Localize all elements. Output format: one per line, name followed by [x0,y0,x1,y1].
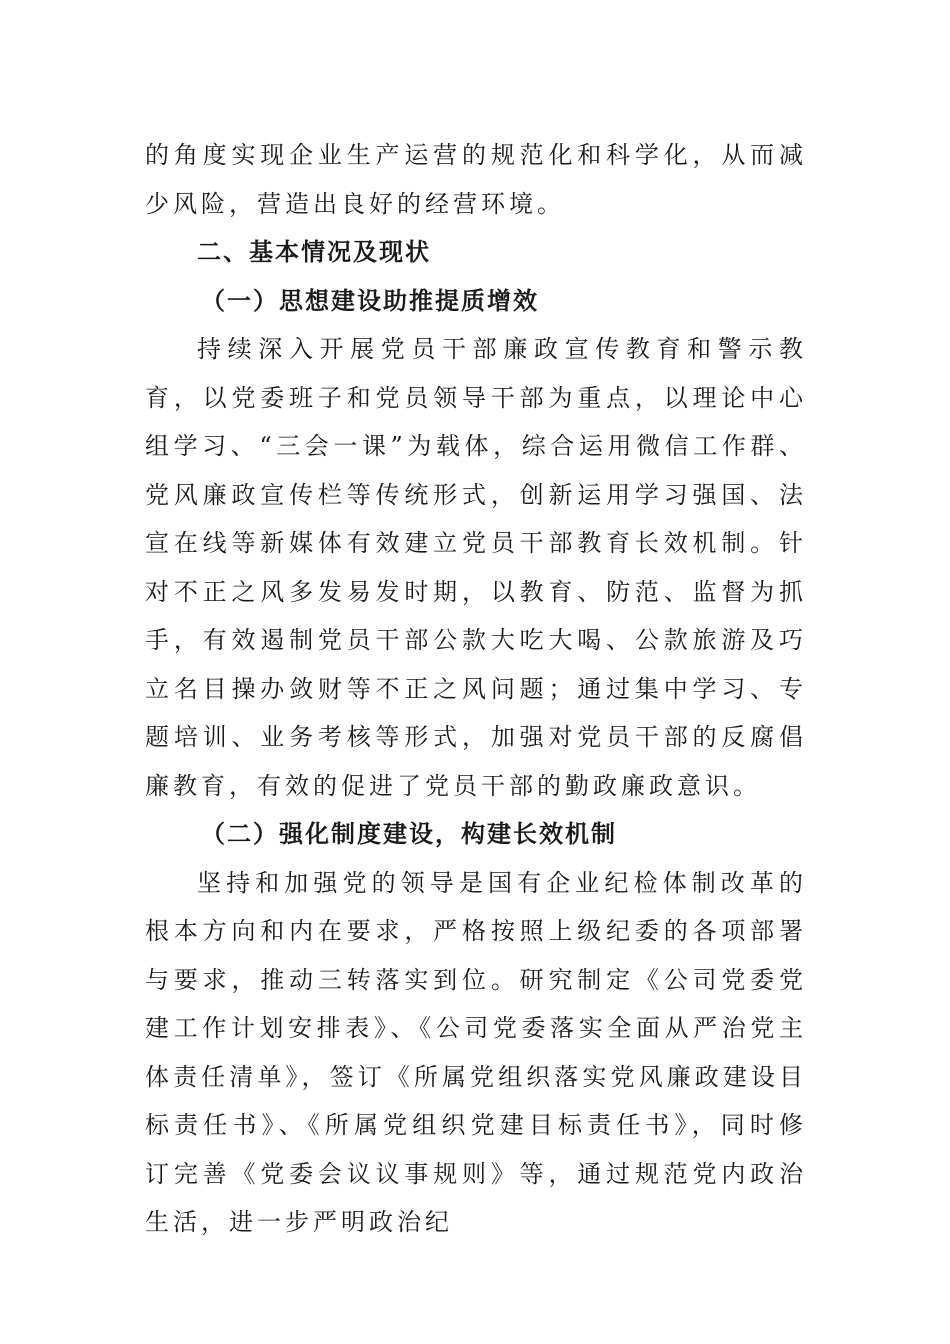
subsection-2-heading: （二）强化制度建设，构建长效机制 [201,819,617,848]
subsection-1-heading: （一）思想建设助推提质增效 [201,285,539,315]
subsection-2-body: 坚持和加强党的领导是国有企业纪检体制改革的根本方向和内在要求，严格按照上级纪委的各项部署与要求，推动三转落实到位。研究制定《公司党委党建工作计划安排表》、《公司党委落实全面从严治党主体责任清单》，签订《所属党组织落实党风廉政建设目标责任书》、《所属党组织党建目标责任书》，同时修订完善《党委会议议事规则》等，通过规范党内政治生活，进一步严明政治纪 [145,868,807,1236]
document-body [145,131,807,1247]
section-heading: 二、基本情况及现状 [197,238,431,266]
subsection-1-body: 持续深入开展党员干部廉政宣传教育和警示教育，以党委班子和党员领导干部为重点，以理论中心组学习、“三会一课”为载体，综合运用微信工作群、党风廉政宣传栏等传统形式，创新运用学习强国、法宣在线等新媒体有效建立党员干部教育长效机制。针对不正之风多发易发时期，以教育、防范、监督为抓手，有效遏制党员干部公款大吃大喝、公款旅游及巧立名目操办敛财等不正之风问题；通过集中学习、专题培训、业务考核等形式，加强对党员干部的反腐倡廉教育，有效的促进了党员干部的勤政廉政意识。 [145,335,807,800]
paragraph-continued: 的角度实现企业生产运营的规范化和科学化，从而减少风险，营造出良好的经营环境。 [145,141,807,218]
